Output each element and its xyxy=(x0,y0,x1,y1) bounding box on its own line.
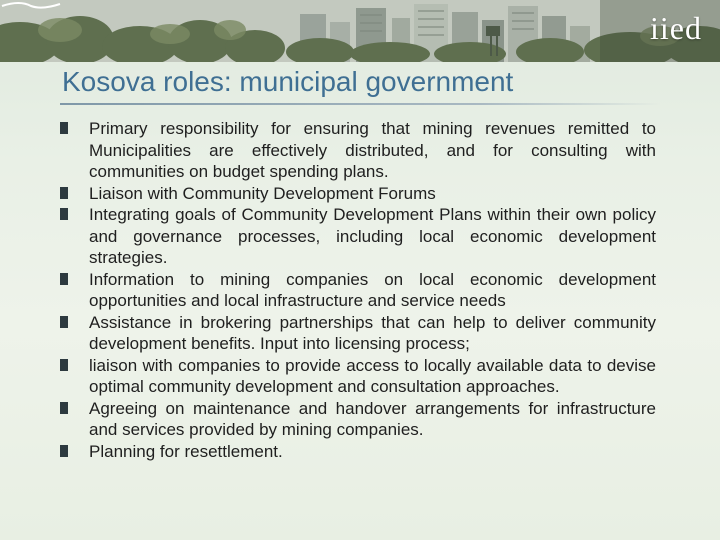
square-bullet-icon xyxy=(60,359,68,371)
list-item xyxy=(60,204,656,269)
list-item xyxy=(60,118,656,183)
bullet-list xyxy=(60,118,656,462)
square-bullet-icon xyxy=(60,445,68,457)
header-photo-banner xyxy=(0,0,720,62)
bullet-text: Planning for resettlement. xyxy=(89,441,283,461)
bullet-text: Liaison with Community Development Forums xyxy=(89,183,436,203)
list-item xyxy=(60,312,656,355)
bullet-text: Assistance in brokering partnerships that can help to deliver community development benefits. Input into licensing process; xyxy=(89,312,656,353)
title-divider xyxy=(60,103,660,105)
list-item xyxy=(60,269,656,312)
bullet-text: Information to mining companies on local economic development opportunities and local infrastructure and service needs xyxy=(89,269,656,310)
square-bullet-icon xyxy=(60,208,68,220)
list-item xyxy=(60,441,656,463)
bullet-text: Primary responsibility for ensuring that mining revenues remitted to Municipalities are effectively distributed, and for consulting with communities on budget spending plans. xyxy=(89,119,656,181)
list-item xyxy=(60,355,656,398)
slide-title: Kosova roles: municipal government xyxy=(62,66,514,97)
list-item xyxy=(60,398,656,441)
square-bullet-icon xyxy=(60,122,68,134)
bullet-text: Agreeing on maintenance and handover arrangements for infrastructure and services provided by mining companies. xyxy=(89,398,656,439)
city-skyline-photo xyxy=(0,0,720,62)
square-bullet-icon xyxy=(60,187,68,199)
logo-swash-icon xyxy=(0,0,62,10)
square-bullet-icon xyxy=(60,273,68,285)
bullet-text: liaison with companies to provide access to locally available data to devise optimal community development and consultation approaches. xyxy=(89,355,656,396)
iied-logo: iied xyxy=(650,10,702,46)
bullet-text: Integrating goals of Community Development Plans within their own policy and governance processes, including local economic development strategies. xyxy=(89,205,656,267)
square-bullet-icon xyxy=(60,316,68,328)
square-bullet-icon xyxy=(60,402,68,414)
list-item xyxy=(60,183,656,205)
